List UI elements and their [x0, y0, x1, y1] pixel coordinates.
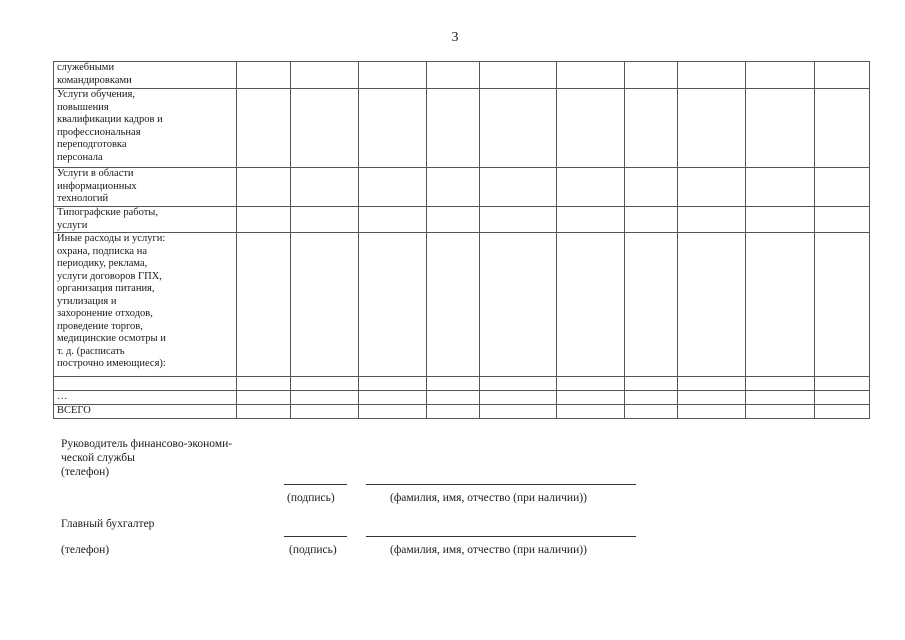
- table-row: [54, 207, 870, 233]
- head-signature-line: [284, 484, 347, 485]
- value-cell: [237, 377, 291, 391]
- value-cell: [557, 233, 625, 377]
- value-cell: [557, 405, 625, 419]
- value-cell: [359, 62, 427, 89]
- value-cell: [237, 405, 291, 419]
- value-cell: [237, 391, 291, 405]
- value-cell: [625, 168, 678, 207]
- value-cell: [678, 168, 746, 207]
- table-row: [54, 62, 870, 89]
- value-cell: [291, 391, 359, 405]
- value-cell: [815, 233, 870, 377]
- value-cell: [359, 391, 427, 405]
- table-row: [54, 233, 870, 377]
- value-cell: [291, 62, 359, 89]
- page-number: 3: [451, 30, 459, 45]
- chief-signature-caption: (подпись): [289, 544, 337, 556]
- value-cell: [746, 168, 815, 207]
- value-cell: [359, 377, 427, 391]
- table-row: [54, 89, 870, 168]
- value-cell: [815, 405, 870, 419]
- chief-phone: (телефон): [61, 544, 110, 556]
- head-phone: (телефон): [61, 466, 110, 478]
- value-cell: [427, 377, 480, 391]
- value-cell: [557, 89, 625, 168]
- chief-signature-line: [284, 536, 347, 537]
- value-cell: [625, 377, 678, 391]
- value-cell: [480, 62, 557, 89]
- table-row: [54, 377, 870, 391]
- value-cell: [557, 377, 625, 391]
- head-name-caption: (фамилия, имя, отчество (при наличии)): [390, 492, 587, 504]
- value-cell: [480, 207, 557, 233]
- value-cell: [291, 405, 359, 419]
- row-label-cell: Услуги обучения, повышения квалификации кадров и профессиональная переподготовка персонала: [54, 89, 237, 168]
- value-cell: [427, 405, 480, 419]
- value-cell: [291, 207, 359, 233]
- value-cell: [678, 391, 746, 405]
- value-cell: [359, 405, 427, 419]
- value-cell: [746, 405, 815, 419]
- value-cell: [237, 89, 291, 168]
- value-cell: [237, 168, 291, 207]
- expense-table: [53, 61, 870, 419]
- value-cell: [427, 168, 480, 207]
- value-cell: [746, 233, 815, 377]
- value-cell: [746, 207, 815, 233]
- value-cell: [237, 233, 291, 377]
- row-label-cell: Иные расходы и услуги: охрана, подписка на периодику, реклама, услуги договоров ГПХ, организация питания, утилизация и захоронение отходов, проведение торгов, медицинские осмотры и т. д. (расписать построчно имеющиеся):: [54, 233, 237, 377]
- value-cell: [291, 168, 359, 207]
- head-name-line: [366, 484, 636, 485]
- value-cell: [815, 89, 870, 168]
- value-cell: [427, 62, 480, 89]
- chief-name-line: [366, 536, 636, 537]
- value-cell: [746, 377, 815, 391]
- value-cell: [746, 391, 815, 405]
- value-cell: [480, 405, 557, 419]
- value-cell: [815, 207, 870, 233]
- value-cell: [625, 405, 678, 419]
- value-cell: [625, 207, 678, 233]
- value-cell: [427, 391, 480, 405]
- value-cell: [746, 89, 815, 168]
- value-cell: [427, 89, 480, 168]
- value-cell: [359, 207, 427, 233]
- chief-accountant-title: Главный бухгалтер: [61, 518, 155, 530]
- head-signature-caption: (подпись): [287, 492, 335, 504]
- value-cell: [678, 377, 746, 391]
- value-cell: [625, 233, 678, 377]
- value-cell: [480, 168, 557, 207]
- value-cell: [625, 89, 678, 168]
- value-cell: [678, 207, 746, 233]
- value-cell: [557, 391, 625, 405]
- value-cell: [359, 233, 427, 377]
- value-cell: [815, 168, 870, 207]
- value-cell: [678, 405, 746, 419]
- value-cell: [746, 62, 815, 89]
- head-title: Руководитель финансово-экономи- ческой службы (телефон): [61, 438, 233, 478]
- value-cell: [359, 168, 427, 207]
- value-cell: [291, 89, 359, 168]
- value-cell: [625, 391, 678, 405]
- value-cell: [557, 168, 625, 207]
- value-cell: [557, 207, 625, 233]
- value-cell: [237, 207, 291, 233]
- value-cell: [625, 62, 678, 89]
- table-row: [54, 405, 870, 419]
- value-cell: [237, 62, 291, 89]
- row-label-cell: ВСЕГО: [54, 405, 237, 419]
- row-label-cell: служебными командировками: [54, 62, 237, 89]
- chief-name-caption: (фамилия, имя, отчество (при наличии)): [390, 544, 587, 556]
- value-cell: [678, 233, 746, 377]
- value-cell: [480, 377, 557, 391]
- row-label-cell: Типографские работы, услуги: [54, 207, 237, 233]
- value-cell: [480, 233, 557, 377]
- value-cell: [557, 62, 625, 89]
- value-cell: [815, 62, 870, 89]
- value-cell: [815, 377, 870, 391]
- value-cell: [291, 377, 359, 391]
- value-cell: [678, 62, 746, 89]
- value-cell: [480, 391, 557, 405]
- value-cell: [678, 89, 746, 168]
- value-cell: [480, 89, 557, 168]
- table-row: [54, 391, 870, 405]
- value-cell: [427, 233, 480, 377]
- table-row: [54, 168, 870, 207]
- value-cell: [291, 233, 359, 377]
- value-cell: [427, 207, 480, 233]
- row-label-cell: Услуги в области информационных технологий: [54, 168, 237, 207]
- value-cell: [359, 89, 427, 168]
- row-label-cell: [54, 377, 237, 391]
- row-label-cell: …: [54, 391, 237, 405]
- value-cell: [815, 391, 870, 405]
